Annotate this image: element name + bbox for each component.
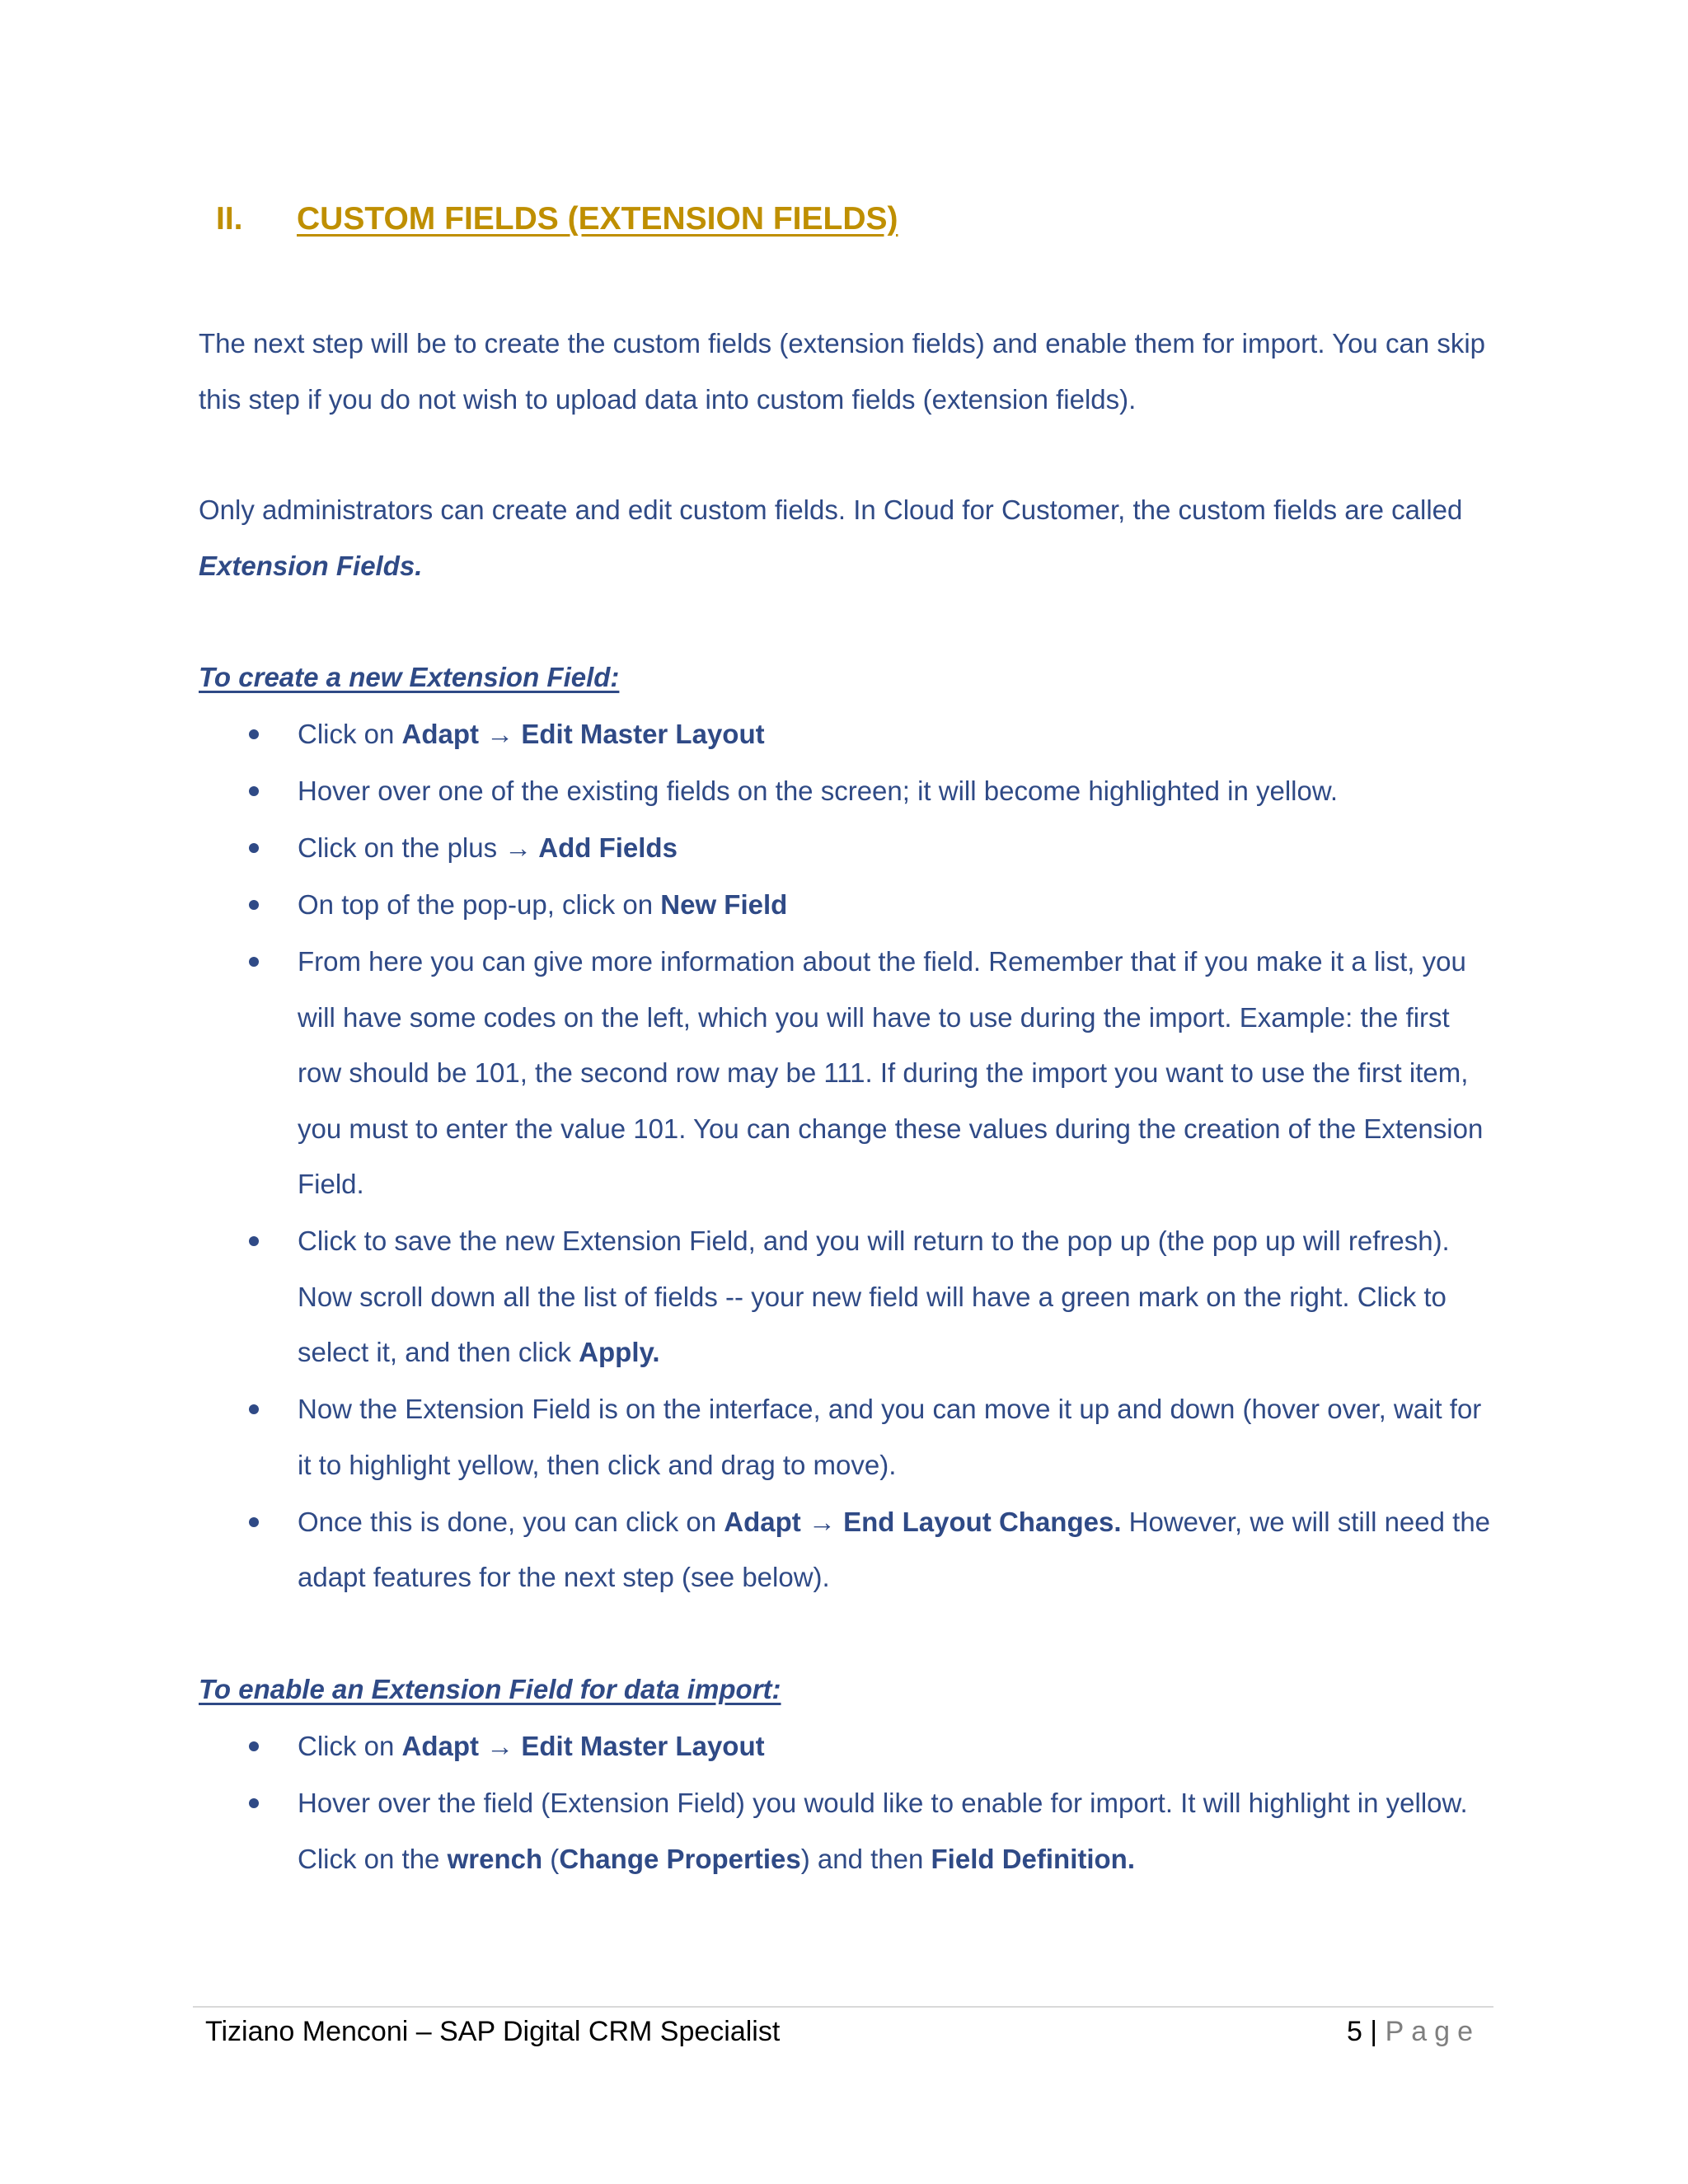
bullet-icon (249, 1404, 259, 1414)
bullet-icon (249, 957, 259, 967)
list-item: Click to save the new Extension Field, and you will return to the pop up (the pop up will refresh). Now scroll down all the list of fields -- your new field will have a green mark on the right. Click to select it, and then click Apply. (0, 1213, 1500, 1380)
admin-paragraph-text: Only administrators can create and edit custom fields. In Cloud for Customer, the custom fields are called (199, 494, 1463, 525)
extension-fields-emphasis: Extension Fields. (199, 550, 423, 581)
section-title: CUSTOM FIELDS (EXTENSION FIELDS) (297, 201, 898, 237)
list-item: Once this is done, you can click on Adapt → End Layout Changes. However, we will still need the adapt features for the next step (see below). (0, 1494, 1500, 1605)
create-steps-list (0, 706, 1500, 1606)
bullet-icon (249, 1741, 259, 1751)
list-item: Now the Extension Field is on the interface, and you can move it up and down (hover over, wait for it to highlight yellow, then click and drag to move). (0, 1381, 1500, 1493)
bullet-icon (249, 843, 259, 853)
admin-paragraph (199, 482, 1501, 593)
bullet-icon (249, 1517, 259, 1527)
page-word: Page (1385, 2016, 1480, 2047)
enable-steps-list (0, 1718, 1500, 1888)
bullet-icon (249, 729, 259, 739)
list-item: Hover over the field (Extension Field) you would like to enable for import. It will highlight in yellow. Click on the wrench (Change Properties) and then Field Definition. (0, 1775, 1500, 1886)
arrow-right-icon: → (479, 1731, 522, 1761)
footer-divider (193, 2006, 1493, 2008)
section-number: II. (216, 201, 243, 237)
list-item: Click on the plus → Add Fields (0, 820, 1500, 876)
page-separator: | (1362, 2016, 1386, 2047)
bullet-icon (249, 786, 259, 796)
bullet-icon (249, 1798, 259, 1808)
list-item: From here you can give more information about the field. Remember that if you make it a list, you will have some codes on the left, which you will have to use during the import. Example: the first row should be 101, the second row may be 111. If during the import you want to use the first item, you must to enter the value 101. You can change these values during the creation of the Extension Field. (0, 934, 1500, 1212)
create-subheading: To create a new Extension Field: (199, 662, 620, 692)
footer-author: Tiziano Menconi – SAP Digital CRM Specialist (205, 2016, 781, 2047)
arrow-right-icon: → (479, 719, 522, 749)
list-item: Hover over one of the existing fields on the screen; it will become highlighted in yellow. (0, 763, 1500, 819)
list-item: On top of the pop-up, click on New Field (0, 877, 1500, 933)
intro-paragraph: The next step will be to create the custom fields (extension fields) and enable them for import. You can skip this step if you do not wish to upload data into custom fields (extension fields). (199, 328, 1486, 415)
list-item: Click on Adapt → Edit Master Layout (0, 706, 1500, 762)
arrow-right-icon: → (497, 832, 539, 863)
bullet-icon (249, 1236, 259, 1246)
enable-subheading: To enable an Extension Field for data import: (199, 1674, 781, 1704)
list-item: Click on Adapt → Edit Master Layout (0, 1718, 1500, 1774)
section-heading (216, 201, 898, 237)
page-number: 5 (1346, 2016, 1362, 2047)
bullet-icon (249, 900, 259, 910)
arrow-right-icon: → (800, 1506, 844, 1537)
footer-page-indicator (1347, 2011, 1480, 2052)
